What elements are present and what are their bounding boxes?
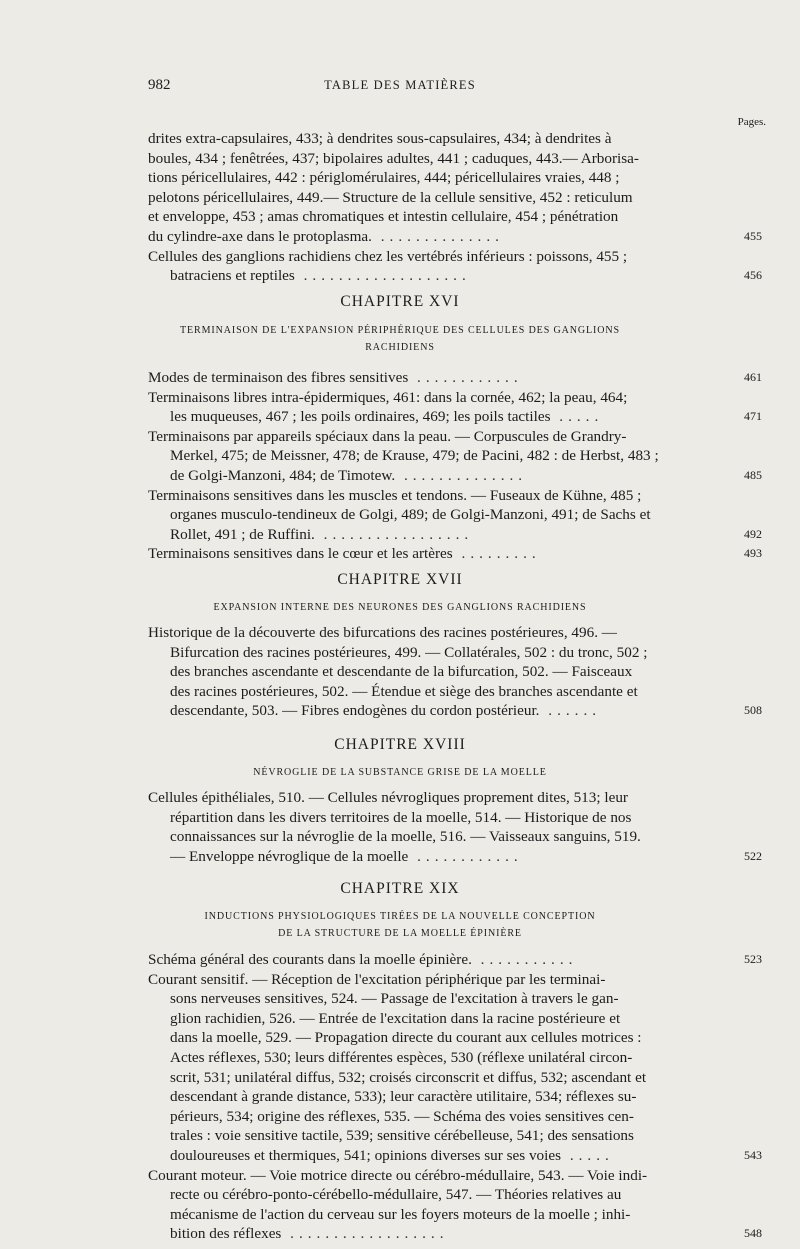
toc-entry[interactable] — [148, 247, 762, 286]
toc-entry-line: Schéma général des courants dans la moelle épinière. — [148, 951, 472, 968]
dot-leader: ...... — [539, 702, 602, 720]
toc-page-number: 493 — [744, 546, 762, 561]
toc-entry-line: du cylindre-axe dans le protoplasma. — [148, 227, 372, 245]
dot-leader: .............. — [395, 466, 528, 484]
toc-entry-line: douloureuses et thermiques, 541; opinions diverses sur ses voies — [170, 1146, 562, 1164]
dot-leader: ..... — [550, 408, 604, 426]
chapter-subtitle-line: DE LA STRUCTURE DE LA MOELLE ÉPINIÈRE — [278, 928, 522, 939]
chapter-subtitle-line: NÉVROGLIE DE LA SUBSTANCE GRISE DE LA MOELLE — [253, 767, 547, 778]
toc-entry-line: dans la moelle, 529. — Propagation directe du courant aux cellules motrices : — [170, 1029, 642, 1047]
toc-entry-line: Courant moteur. — Voie motrice directe ou cérébro-médullaire, 543. — Voie indi- — [148, 1166, 648, 1184]
toc-entry[interactable] — [148, 388, 762, 427]
running-title: TABLE DES MATIÈRES — [324, 78, 476, 92]
toc-entry-line: répartition dans les divers territoires de la moelle, 514. — Historique de nos — [170, 808, 632, 826]
toc-entry[interactable] — [148, 970, 762, 1166]
toc-entry-line: Courant sensitif. — Réception de l'excitation périphérique par les terminai- — [148, 970, 606, 988]
toc-entry[interactable] — [148, 544, 762, 564]
toc-page-number: 485 — [744, 467, 762, 482]
toc-entry-line: des racines postérieures, 502. — Étendue et siège des branches ascendante et — [170, 682, 638, 700]
toc-entry-line: Terminaisons par appareils spéciaux dans la peau. — Corpuscules de Grandry- — [148, 427, 627, 445]
toc-entry-line: des branches ascendante et descendante de la bifurcation, 502. — Faisceaux — [170, 663, 633, 681]
chapter-subtitle — [0, 764, 800, 781]
toc-page-number: 455 — [744, 228, 762, 243]
toc-entry-line: périeurs, 534; origine des réflexes, 535. — Schéma des voies sensitives cen- — [170, 1107, 634, 1125]
toc-section — [148, 788, 762, 866]
toc-entry-line: boules, 434 ; fenêtrées, 437; bipolaires adultes, 441 ; caduques, 443.— Arborisa- — [148, 149, 639, 167]
chapter-subtitle-line: INDUCTIONS PHYSIOLOGIQUES TIRÉES DE LA NOUVELLE CONCEPTION — [204, 911, 596, 922]
chapter-subtitle — [0, 322, 800, 356]
chapter-heading: CHAPITRE XVII — [337, 571, 463, 588]
toc-entry-line: connaissances sur la névroglie de la moelle, 516. — Vaisseaux sanguins, 519. — [170, 828, 641, 846]
toc-entry-line: Bifurcation des racines postérieures, 499. — Collatérales, 502 : du tronc, 502 ; — [170, 643, 648, 661]
toc-entry-line: Cellules des ganglions rachidiens chez les vertébrés inférieurs : poissons, 455 ; — [148, 247, 628, 265]
toc-entry-line: Merkel, 475; de Meissner, 478; de Krause, 479; de Pacini, 482 : de Herbst, 483 ; — [170, 447, 659, 465]
chapter-subtitle-line: RACHIDIENS — [365, 342, 435, 353]
toc-entry-line: les muqueuses, 467 ; les poils ordinaires, 469; les poils tactiles — [170, 408, 551, 426]
toc-entry-line: sons nerveuses sensitives, 524. — Passage de l'excitation à travers le gan- — [170, 990, 619, 1008]
toc-entry-line: organes musculo-tendineux de Golgi, 489; de Golgi-Manzoni, 491; de Sachs et — [170, 506, 651, 524]
dot-leader: ............ — [408, 369, 523, 386]
toc-section — [148, 129, 762, 286]
toc-page-number: 456 — [744, 268, 762, 283]
toc-entry-line: drites extra-capsulaires, 433; à dendrites sous-capsulaires, 434; à dendrites à — [148, 130, 612, 147]
toc-page-number: 548 — [744, 1226, 762, 1241]
toc-entry-line: Cellules épithéliales, 510. — Cellules névrogliques proprement dites, 513; leur — [148, 789, 628, 806]
toc-entry-line: pelotons péricellulaires, 449.— Structure de la cellule sensitive, 452 : reticulum — [148, 188, 633, 206]
toc-entry[interactable] — [148, 129, 762, 247]
running-head — [0, 77, 800, 95]
toc-entry-line: — Enveloppe névroglique de la moelle — [170, 847, 409, 865]
toc-section — [148, 623, 762, 721]
toc-entry-line: trales : voie sensitive tactile, 539; sensitive cérébelleuse, 541; des sensations — [170, 1127, 634, 1145]
dot-leader: ........... — [471, 951, 578, 968]
toc-entry-line: Modes de terminaison des fibres sensitives — [148, 369, 409, 386]
chapter-heading: CHAPITRE XVI — [340, 293, 460, 310]
toc-page-number: 461 — [744, 370, 762, 384]
toc-entry-line: Terminaisons libres intra-épidermiques, 461: dans la cornée, 462; la peau, 464; — [148, 388, 628, 406]
toc-section — [148, 368, 762, 564]
chapter-subtitle-line: TERMINAISON DE L'EXPANSION PÉRIPHÉRIQUE DES CELLULES DES GANGLIONS — [179, 325, 620, 336]
dot-leader: ..... — [561, 1146, 614, 1164]
toc-entry-line: descendante, 503. — Fibres endogènes du cordon postérieur. — [170, 702, 540, 720]
chapter-heading: CHAPITRE XVIII — [334, 736, 466, 753]
dot-leader: .................. — [281, 1225, 449, 1243]
toc-entry-line: recte ou cérébro-ponto-cérébello-médullaire, 547. — Théories relatives au — [170, 1186, 622, 1204]
toc-entry[interactable] — [148, 623, 762, 721]
toc-page-number: 523 — [744, 952, 762, 966]
toc-entry-line: batraciens et reptiles — [170, 267, 295, 285]
chapter-subtitle — [0, 599, 800, 616]
chapter-subtitle-line: EXPANSION INTERNE DES NEURONES DES GANGLIONS RACHIDIENS — [213, 602, 587, 613]
toc-entry-line: Terminaisons sensitives dans les muscles et tendons. — Fuseaux de Kühne, 485 ; — [148, 486, 642, 504]
toc-entry-line: descendant à grande distance, 533); leur caractère utilitaire, 534; réflexes su- — [170, 1088, 637, 1106]
toc-entry-line: et enveloppe, 453 ; amas chromatiques et intestin cellulaire, 454 ; pénétration — [148, 208, 619, 226]
pages-column-label: Pages. — [737, 116, 766, 128]
chapter-heading: CHAPITRE XIX — [340, 880, 460, 897]
toc-entry[interactable] — [148, 486, 762, 545]
toc-page-number: 543 — [744, 1147, 762, 1162]
toc-page-number: 471 — [744, 409, 762, 424]
toc-entry[interactable] — [148, 368, 762, 388]
toc-entry[interactable] — [148, 427, 762, 486]
page-number: 982 — [148, 77, 171, 93]
toc-entry-line: Historique de la découverte des bifurcations des racines postérieures, 496. — — [148, 624, 617, 641]
toc-entry[interactable] — [148, 788, 762, 866]
dot-leader: ................... — [294, 267, 471, 285]
toc-entry-line: Actes réflexes, 530; leurs différentes espèces, 530 (réflexe unilatéral circon- — [170, 1048, 633, 1066]
toc-entry[interactable] — [148, 1166, 762, 1244]
toc-entry-line: tions péricellulaires, 442 : périglomérulaires, 444; péricellulaires vraies, 448 ; — [148, 169, 620, 187]
dot-leader: ............ — [408, 847, 523, 865]
chapter-subtitle — [0, 908, 800, 942]
toc-entry[interactable] — [148, 950, 762, 970]
dot-leader: ......... — [452, 545, 541, 563]
toc-page-number: 508 — [744, 703, 762, 718]
dot-leader: ................. — [314, 525, 474, 543]
toc-entry-line: glion rachidien, 526. — Entrée de l'excitation dans la racine postérieure et — [170, 1009, 621, 1027]
toc-entry-line: Terminaisons sensitives dans le cœur et les artères — [148, 545, 453, 563]
toc-entry-line: bition des réflexes — [170, 1225, 282, 1243]
dot-leader: .............. — [371, 227, 504, 245]
toc-section — [148, 950, 762, 1244]
toc-page-number: 522 — [744, 848, 762, 863]
toc-entry-line: mécanisme de l'action du cerveau sur les foyers moteurs de la moelle ; inhi- — [170, 1205, 631, 1223]
toc-page-number: 492 — [744, 526, 762, 541]
toc-entry-line: Rollet, 491 ; de Ruffini. — [170, 525, 315, 543]
toc-entry-line: de Golgi-Manzoni, 484; de Timotew. — [170, 466, 396, 484]
toc-entry-line: scrit, 531; unilatéral diffus, 532; croisés circonscrit et diffus, 532; ascendant et — [170, 1068, 647, 1086]
